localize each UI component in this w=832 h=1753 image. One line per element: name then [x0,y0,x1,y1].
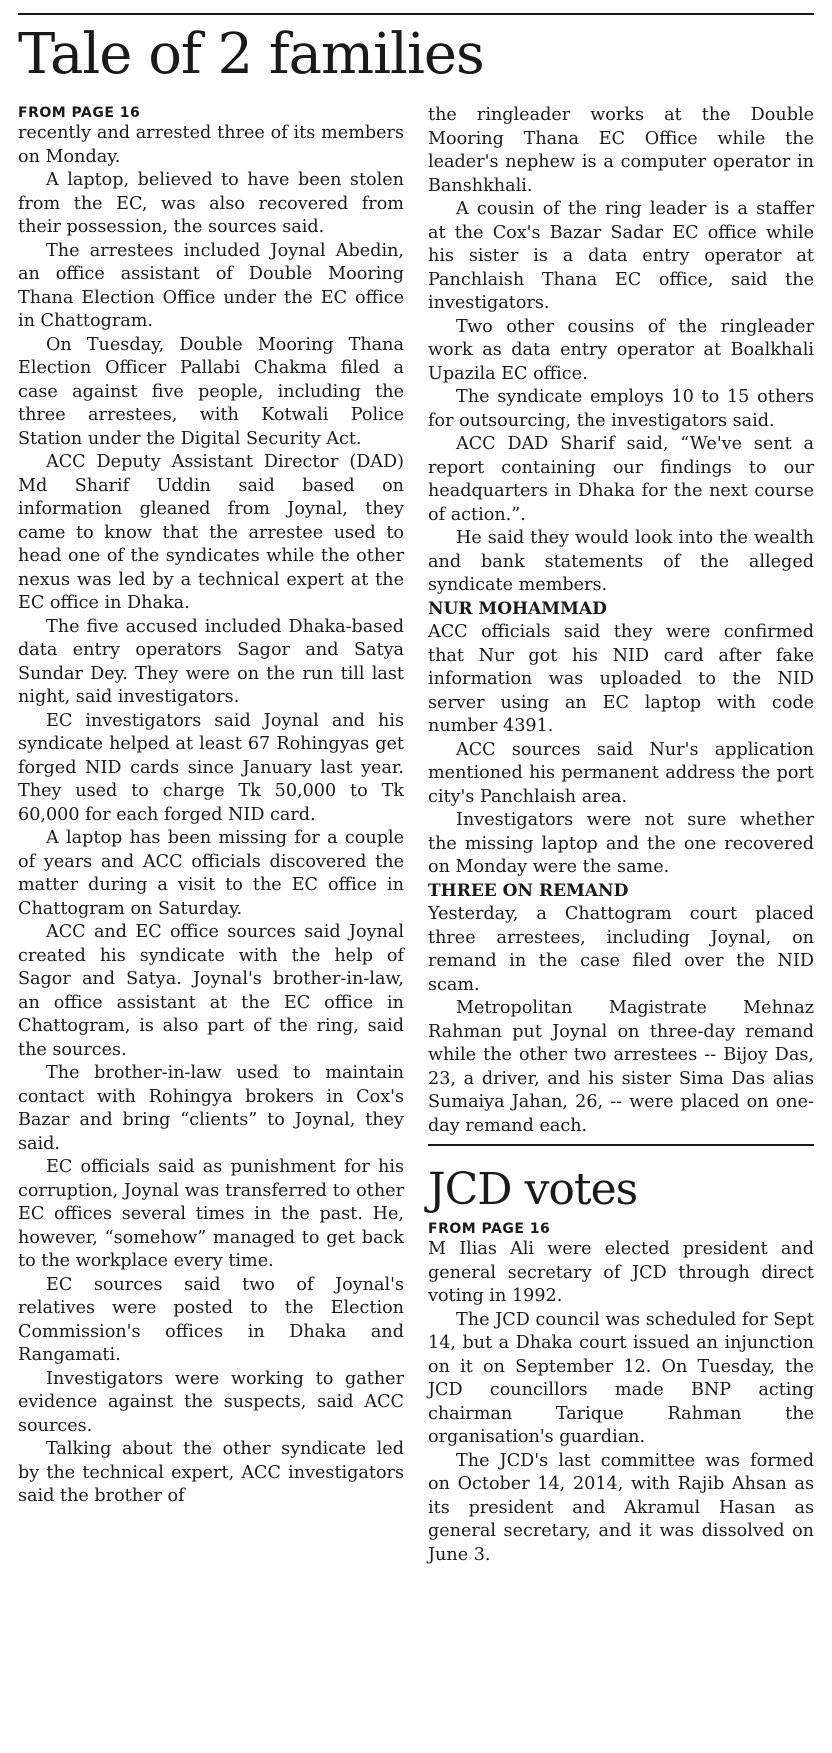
from-page-kicker: FROM PAGE 16 [18,105,141,121]
paragraph: EC investigators said Joynal and his syndicate helped at least 67 Rohingyas get forged NID cards since January last year. They used to charge Tk 50,000 to Tk 60,000 for each forged NID card. [18,710,404,825]
paragraph: The brother-in-law used to maintain contact with Rohingya brokers in Cox's Bazar and bring “clients” to Joynal, they said. [18,1063,404,1154]
paragraph: EC officials said as punishment for his corruption, Joynal was transferred to other EC offices several times in the past. He, however, “somehow” managed to get back to the workplace every time. [18,1157,404,1271]
paragraph: recently and arrested three of its members on Monday. [18,123,404,167]
subhead-nur-mohammad: NUR MOHAMMAD [428,598,607,619]
paragraph: Two other cousins of the ringleader work as data entry operator at Boalkhali Upazila EC office. [428,316,814,384]
subhead-three-on-remand: THREE ON REMAND [428,880,629,901]
paragraph: ACC sources said Nur's application mentioned his permanent address the port city's Panchlaish area. [428,739,814,807]
jcd-from-page-kicker: FROM PAGE 16 [428,1221,551,1237]
paragraph: Yesterday, a Chattogram court placed three arrestees, including Joynal, on remand in the case filed over the NID scam. [428,904,814,995]
paragraph: The syndicate employs 10 to 15 others for outsourcing, the investigators said. [428,387,814,431]
paragraph: A cousin of the ring leader is a staffer at the Cox's Bazar Sadar EC office while his sister is a data entry operator at Panchlaish Thana EC office, said the investigators. [428,199,814,313]
paragraph: the ringleader works at the Double Mooring Thana EC Office while the leader's nephew is a computer operator in Banshkhali. [428,105,814,196]
paragraph: The JCD's last committee was formed on October 14, 2014, with Rajib Ahsan as its president and Akramul Hasan as general secretary, and it was dissolved on June 3. [428,1450,814,1565]
paragraph: A laptop has been missing for a couple of years and ACC officials discovered the matter during a visit to the EC office in Chattogram on Saturday. [18,828,404,919]
paragraph: ACC DAD Sharif said, “We've sent a report containing our findings to our headquarters in Dhaka for the next course of action.”. [428,434,814,525]
article-headline: Tale of 2 families [18,22,484,87]
paragraph: Investigators were working to gather evidence against the suspects, said ACC sources. [18,1368,404,1436]
paragraph: Metropolitan Magistrate Mehnaz Rahman put Joynal on three-day remand while the other two arrestees -- Bijoy Das, 23, a driver, and his sister Sima Das alias Sumaiya Jahan, 26, -- were placed on one-day remand each. [428,998,814,1136]
paragraph: EC sources said two of Joynal's relatives were posted to the Election Commission's offices in Dhaka and Rangamati. [18,1274,404,1365]
right-column [428,104,814,1567]
paragraph: The five accused included Dhaka-based data entry operators Sagor and Satya Sundar Dey. They were on the run till last night, said investigators. [18,616,404,707]
paragraph: The arrestees included Joynal Abedin, an office assistant of Double Mooring Thana Election Office under the EC office in Chattogram. [18,240,404,331]
paragraph: The JCD council was scheduled for Sept 14, but a Dhaka court issued an injunction on it on September 12. On Tuesday, the JCD councillors made BNP acting chairman Tarique Rahman the organisation's guardian. [428,1309,814,1447]
paragraph: On Tuesday, Double Mooring Thana Election Officer Pallabi Chakma filed a case against five people, including the three arrestees, with Kotwali Police Station under the Digital Security Act. [18,334,404,449]
paragraph: ACC Deputy Assistant Director (DAD) Md Sharif Uddin said based on information gleaned from Joynal, they came to know that the arrestee used to head one of the syndicates while the other nexus was led by a technical expert at the EC office in Dhaka. [18,452,404,613]
paragraph: M Ilias Ali were elected president and general secretary of JCD through direct voting in 1992. [428,1239,814,1306]
paragraph: ACC officials said they were confirmed that Nur got his NID card after fake information was uploaded to the NID server using an EC laptop with code number 4391. [428,622,814,736]
paragraph: Investigators were not sure whether the missing laptop and the one recovered on Monday were the same. [428,810,814,877]
paragraph: Talking about the other syndicate led by the technical expert, ACC investigators said the brother of [18,1439,404,1506]
paragraph: He said they would look into the wealth and bank statements of the alleged syndicate members. [428,528,814,595]
left-column [18,104,404,1509]
jcd-headline: JCD votes [428,1164,638,1215]
paragraph: ACC and EC office sources said Joynal created his syndicate with the help of Sagor and Satya. Joynal's brother-in-law, an office assistant at the EC office in Chattogram, is also part of the ring, said the sources. [18,922,404,1060]
paragraph: A laptop, believed to have been stolen from the EC, was also recovered from their possession, the sources said. [18,170,404,237]
section-rule [428,1144,814,1146]
